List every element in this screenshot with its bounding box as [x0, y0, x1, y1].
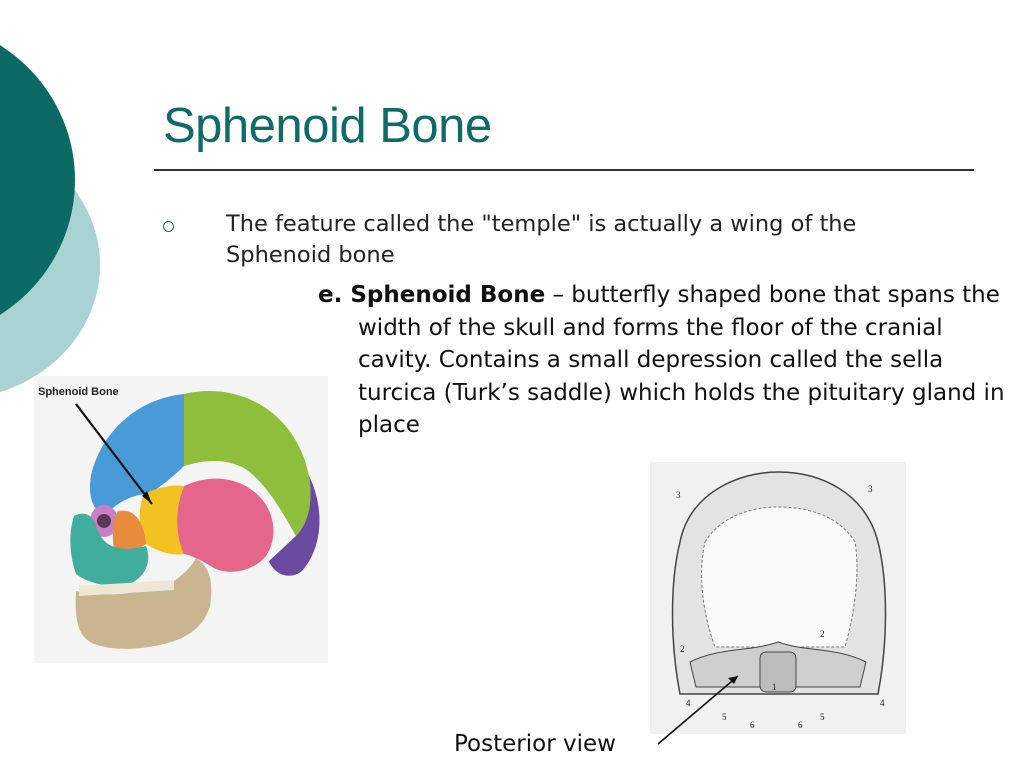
fig-label-6a: 6 [750, 720, 755, 730]
bullet-text: The feature called the "temple" is actually a wing of the Sphenoid bone [226, 211, 857, 268]
bullet-circle-icon [163, 221, 174, 232]
fig-label-3b: 3 [868, 484, 873, 494]
lateral-skull-illustration [34, 376, 328, 663]
fig-label-1: 1 [772, 682, 777, 692]
fig-label-6b: 6 [798, 720, 803, 730]
fig-label-5a: 5 [722, 712, 727, 722]
fig-label-4a: 4 [686, 698, 691, 708]
definition-paragraph [318, 279, 1018, 442]
definition-body: – butterfly shaped bone that spans the width of the skull and forms the floor of the cranial cavity. Contains a small depression called the sella turcica (Turk’s saddle) which holds the pituitary gland in place [358, 282, 1005, 438]
sella-turcica [760, 652, 796, 692]
fig-label-2b: 2 [820, 629, 825, 639]
fig-label-3a: 3 [676, 490, 681, 500]
temporal-bone [176, 479, 274, 572]
sphenoid-label: Sphenoid Bone [38, 386, 119, 398]
cranial-cavity [702, 507, 857, 647]
definition-term: Sphenoid Bone [350, 282, 546, 308]
fig-label-2a: 2 [680, 644, 685, 654]
slide-title: Sphenoid Bone [163, 99, 492, 153]
caption-pointer-arrow [640, 664, 760, 754]
fig-label-5b: 5 [820, 712, 825, 722]
title-divider [154, 169, 974, 171]
lateral-skull-figure [34, 376, 328, 663]
figure-caption: Posterior view [454, 731, 616, 757]
fig-label-4b: 4 [880, 698, 885, 708]
definition-prefix: e. [318, 282, 351, 308]
